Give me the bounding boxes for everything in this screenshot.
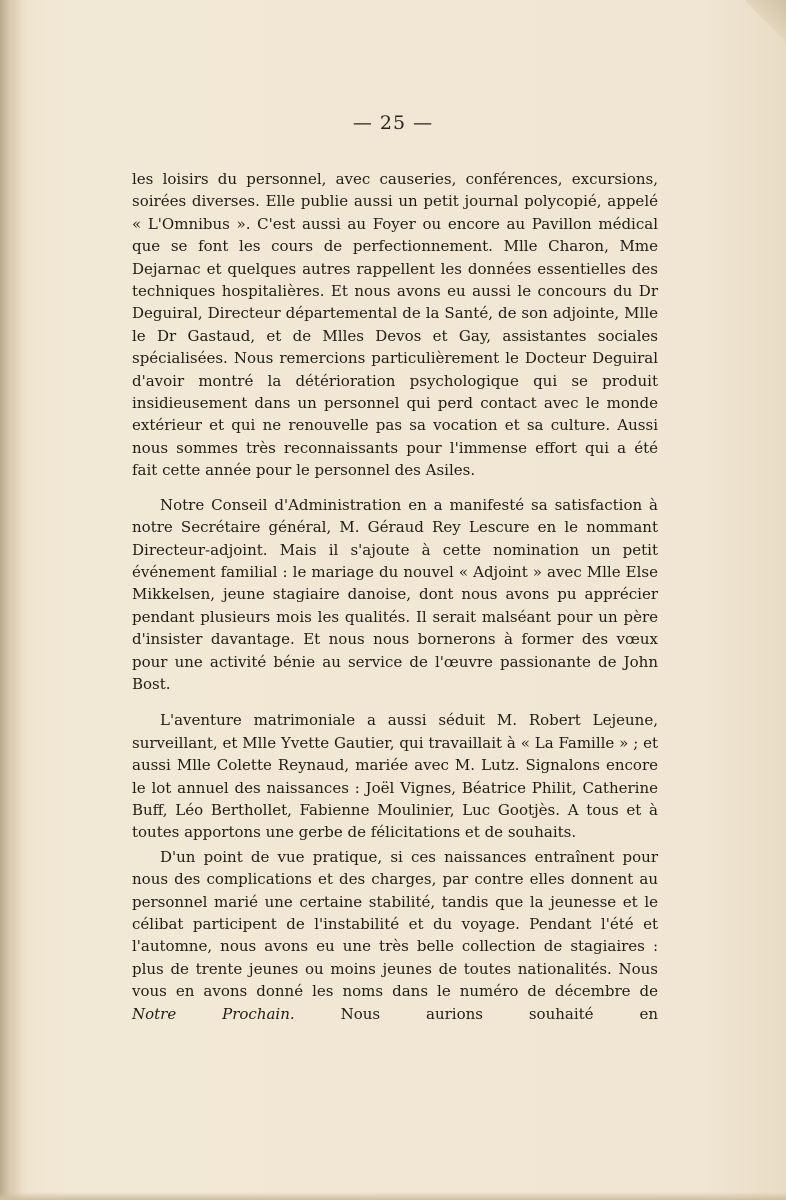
paragraph-4 (132, 846, 658, 1025)
corner-fold (746, 0, 786, 52)
page-number: — 25 — (352, 112, 434, 134)
paragraph-2: Notre Conseil d'Administration en a manifesté sa satisfaction à notre Secrétaire général, M. Géraud Rey Lescure en le nommant Directeur-adjoint. Mais il s'ajoute à cette nomination un petit événement familial : le mariage du nouvel « Adjoint » avec Mlle Else Mikkelsen, jeune stagiaire danoise, dont nous avons pu apprécier pendant plusieurs mois les qualités. Il serait malséant pour un père d'insister davantage. Et nous nous bornerons à former des vœux pour une activité bénie au service de l'œuvre passionante de John Bost. (132, 495, 658, 693)
page-bottom-edge (0, 1192, 786, 1200)
journal-title: Notre Prochain. (132, 1004, 295, 1023)
binding-shadow (0, 0, 22, 1200)
paragraph-4-text: D'un point de vue pratique, si ces naissances entraînent pour nous des complications et des charges, par contre elles donnent au personnel marié une certaine stabilité, tandis que la jeunesse et le célibat participent de l'instabilité et du voyage. Pendant l'été et l'automne, nous avons eu une très belle collection de stagiaires : plus de trente jeunes ou moins jeunes de toutes nationalités. Nous vous en avons donné les noms dans le numéro de décembre de (132, 847, 658, 1001)
paragraph-1: les loisirs du personnel, avec causeries, conférences, excursions, soirées diverses. Elle publie aussi un petit journal polycopié, appelé « L'Omnibus ». C'est aussi au Foyer ou encore au Pavillon médical que se font les cours de perfectionnement. Mlle Charon, Mme Dejarnac et quelques autres rappellent les données essentielles des techniques hospitalières. Et nous avons eu aussi le concours du Dr Deguiral, Directeur départemental de la Santé, de son adjointe, Mlle le Dr Gastaud, et de Mlles Devos et Gay, assistantes sociales spécialisées. Nous remercions particulièrement le Docteur Deguiral d'avoir montré la détérioration psychologique qui se produit insidieusement dans un personnel qui perd contact avec le monde extérieur et qui ne renouvelle pas sa vocation et sa culture. Aussi nous sommes très reconnaissants pour l'immense effort qui a été fait cette année pour le personnel des Asiles. (132, 170, 658, 480)
body-text (132, 168, 658, 1025)
paragraph-4-end: Nous aurions souhaité en (340, 1004, 658, 1023)
paragraph-3: L'aventure matrimoniale a aussi séduit M. Robert Lejeune, surveillant, et Mlle Yvette Gautier, qui travaillait à « La Famille » ; et aussi Mlle Colette Reynaud, mariée avec M. Lutz. Signalons encore le lot annuel des naissances : Joël Vignes, Béatrice Philit, Catherine Buff, Léo Berthollet, Fabienne Moulinier, Luc Gootjès. A tous et à toutes apportons une gerbe de félicitations et de souhaits. (132, 711, 658, 842)
